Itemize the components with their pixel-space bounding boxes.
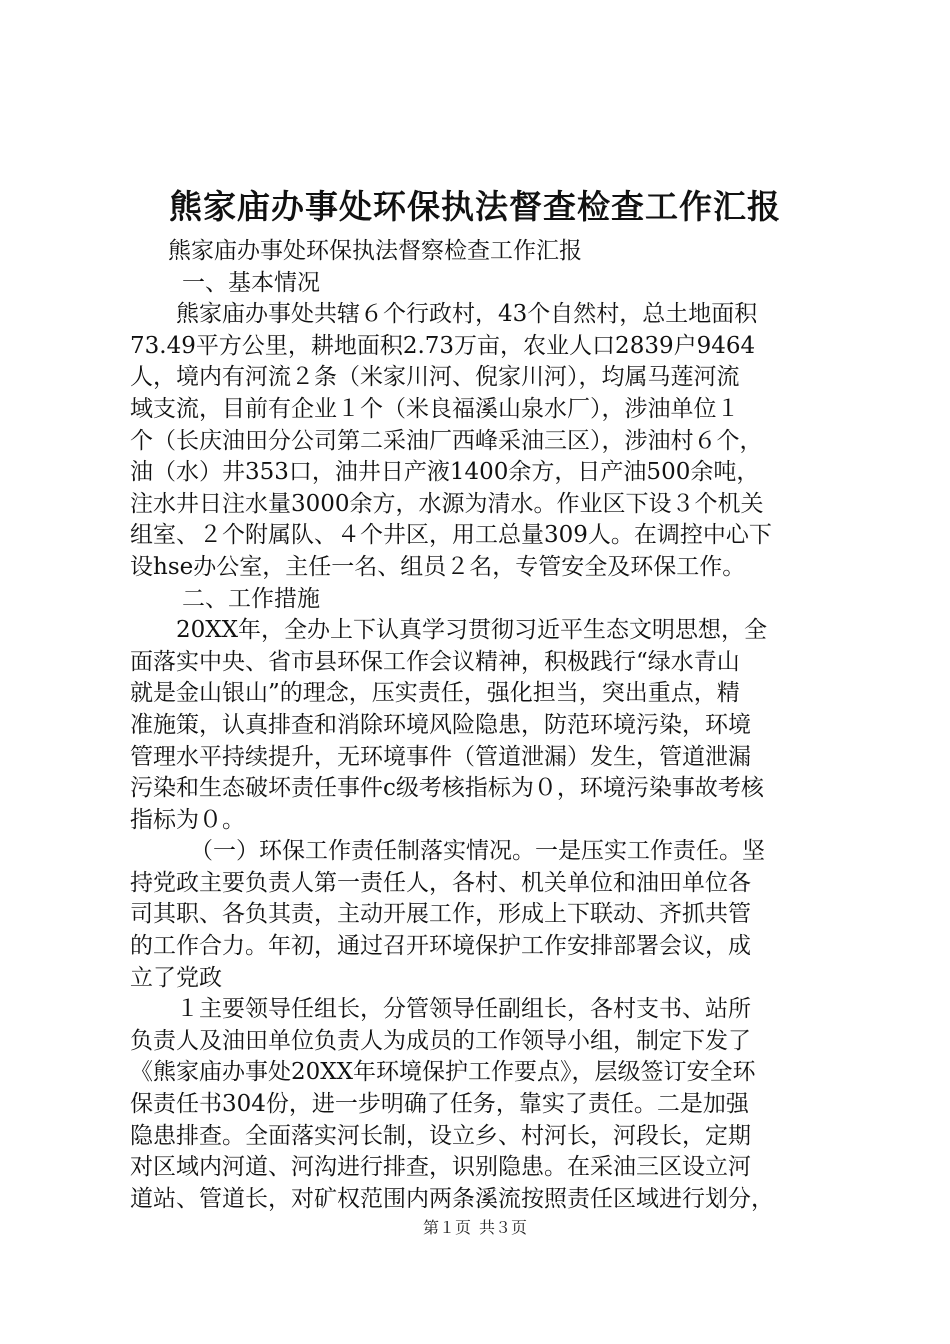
text-line: 组室、２个附属队、４个井区，用工总量309人。在调控中心下	[130, 522, 772, 549]
text-line: １主要领导任组长，分管领导任副组长，各村支书、站所	[176, 996, 751, 1023]
text-line: 《熊家庙办事处20XX年环境保护工作要点》，层级签订安全环	[130, 1059, 756, 1086]
document-title: 熊家庙办事处环保执法督查检查工作汇报	[169, 187, 781, 226]
text-line: 的工作合力。年初，通过召开环境保护工作安排部署会议，成	[130, 933, 751, 960]
text-line: 注水井日注水量3000余方，水源为清水。作业区下设３个机关	[130, 490, 764, 517]
text-line: 保责任书304份，进一步明确了任务，靠实了责任。二是加强	[130, 1091, 749, 1118]
text-line: 熊家庙办事处环保执法督察检查工作汇报	[168, 238, 582, 264]
text-line: 指标为０。	[130, 806, 245, 833]
text-line: 油（水）井353口，油井日产液1400余方，日产油500余吨，	[130, 459, 760, 486]
text-line: 管理水平持续提升，无环境事件（管道泄漏）发生，管道泄漏	[130, 743, 751, 770]
text-line: 道站、管道长，对矿权范围内两条溪流按照责任区域进行划分，	[130, 1185, 774, 1212]
text-line: 面落实中央、省市县环保工作会议精神，积极践行“绿水青山	[130, 648, 740, 675]
document-body	[130, 236, 827, 1215]
text-line: 个（长庆油田分公司第二采油厂西峰采油三区），涉油村６个，	[130, 427, 763, 454]
page-total: 共３页	[479, 1218, 528, 1237]
text-line: 熊家庙办事处共辖６个行政村，43个自然村，总土地面积	[176, 301, 758, 328]
text-line: 污染和生态破坏责任事件c级考核指标为０，环境污染事故考核	[130, 775, 764, 802]
text-line: 负责人及油田单位负责人为成员的工作领导小组，制定下发了	[130, 1027, 751, 1054]
page-footer	[0, 1217, 950, 1239]
text-line: 域支流，目前有企业１个（米良福溪山泉水厂），涉油单位１	[130, 395, 740, 422]
text-line: 20XX年，全办上下认真学习贯彻习近平生态文明思想，全	[176, 617, 768, 644]
text-line: 对区域内河道、河沟进行排查，识别隐患。在采油三区设立河	[130, 1154, 751, 1181]
text-line: （一）环保工作责任制落实情况。一是压实工作责任。坚	[190, 838, 765, 865]
text-line: 准施策，认真排查和消除环境风险隐患，防范环境污染，环境	[130, 711, 751, 738]
text-line: 一、基本情况	[182, 269, 320, 296]
text-line: 就是金山银山”的理念，压实责任，强化担当，突出重点，精	[130, 680, 740, 707]
text-line: 司其职、各负其责，主动开展工作，形成上下联动、齐抓共管	[130, 901, 751, 928]
text-line: 隐患排查。全面落实河长制，设立乡、村河长，河段长，定期	[130, 1122, 751, 1149]
text-line: 设hse办公室，主任一名、组员２名，专管安全及环保工作。	[130, 553, 746, 580]
text-line: 立了党政	[130, 964, 222, 991]
text-line: 73.49平方公里，耕地面积2.73万亩，农业人口2839户9464	[130, 332, 756, 359]
text-line: 人，境内有河流２条（米家川河、倪家川河），均属马莲河流	[130, 364, 740, 391]
text-line: 持党政主要负责人第一责任人，各村、机关单位和油田单位各	[130, 869, 751, 896]
text-line: 二、工作措施	[182, 585, 320, 612]
page-number: 第１页	[422, 1218, 471, 1237]
